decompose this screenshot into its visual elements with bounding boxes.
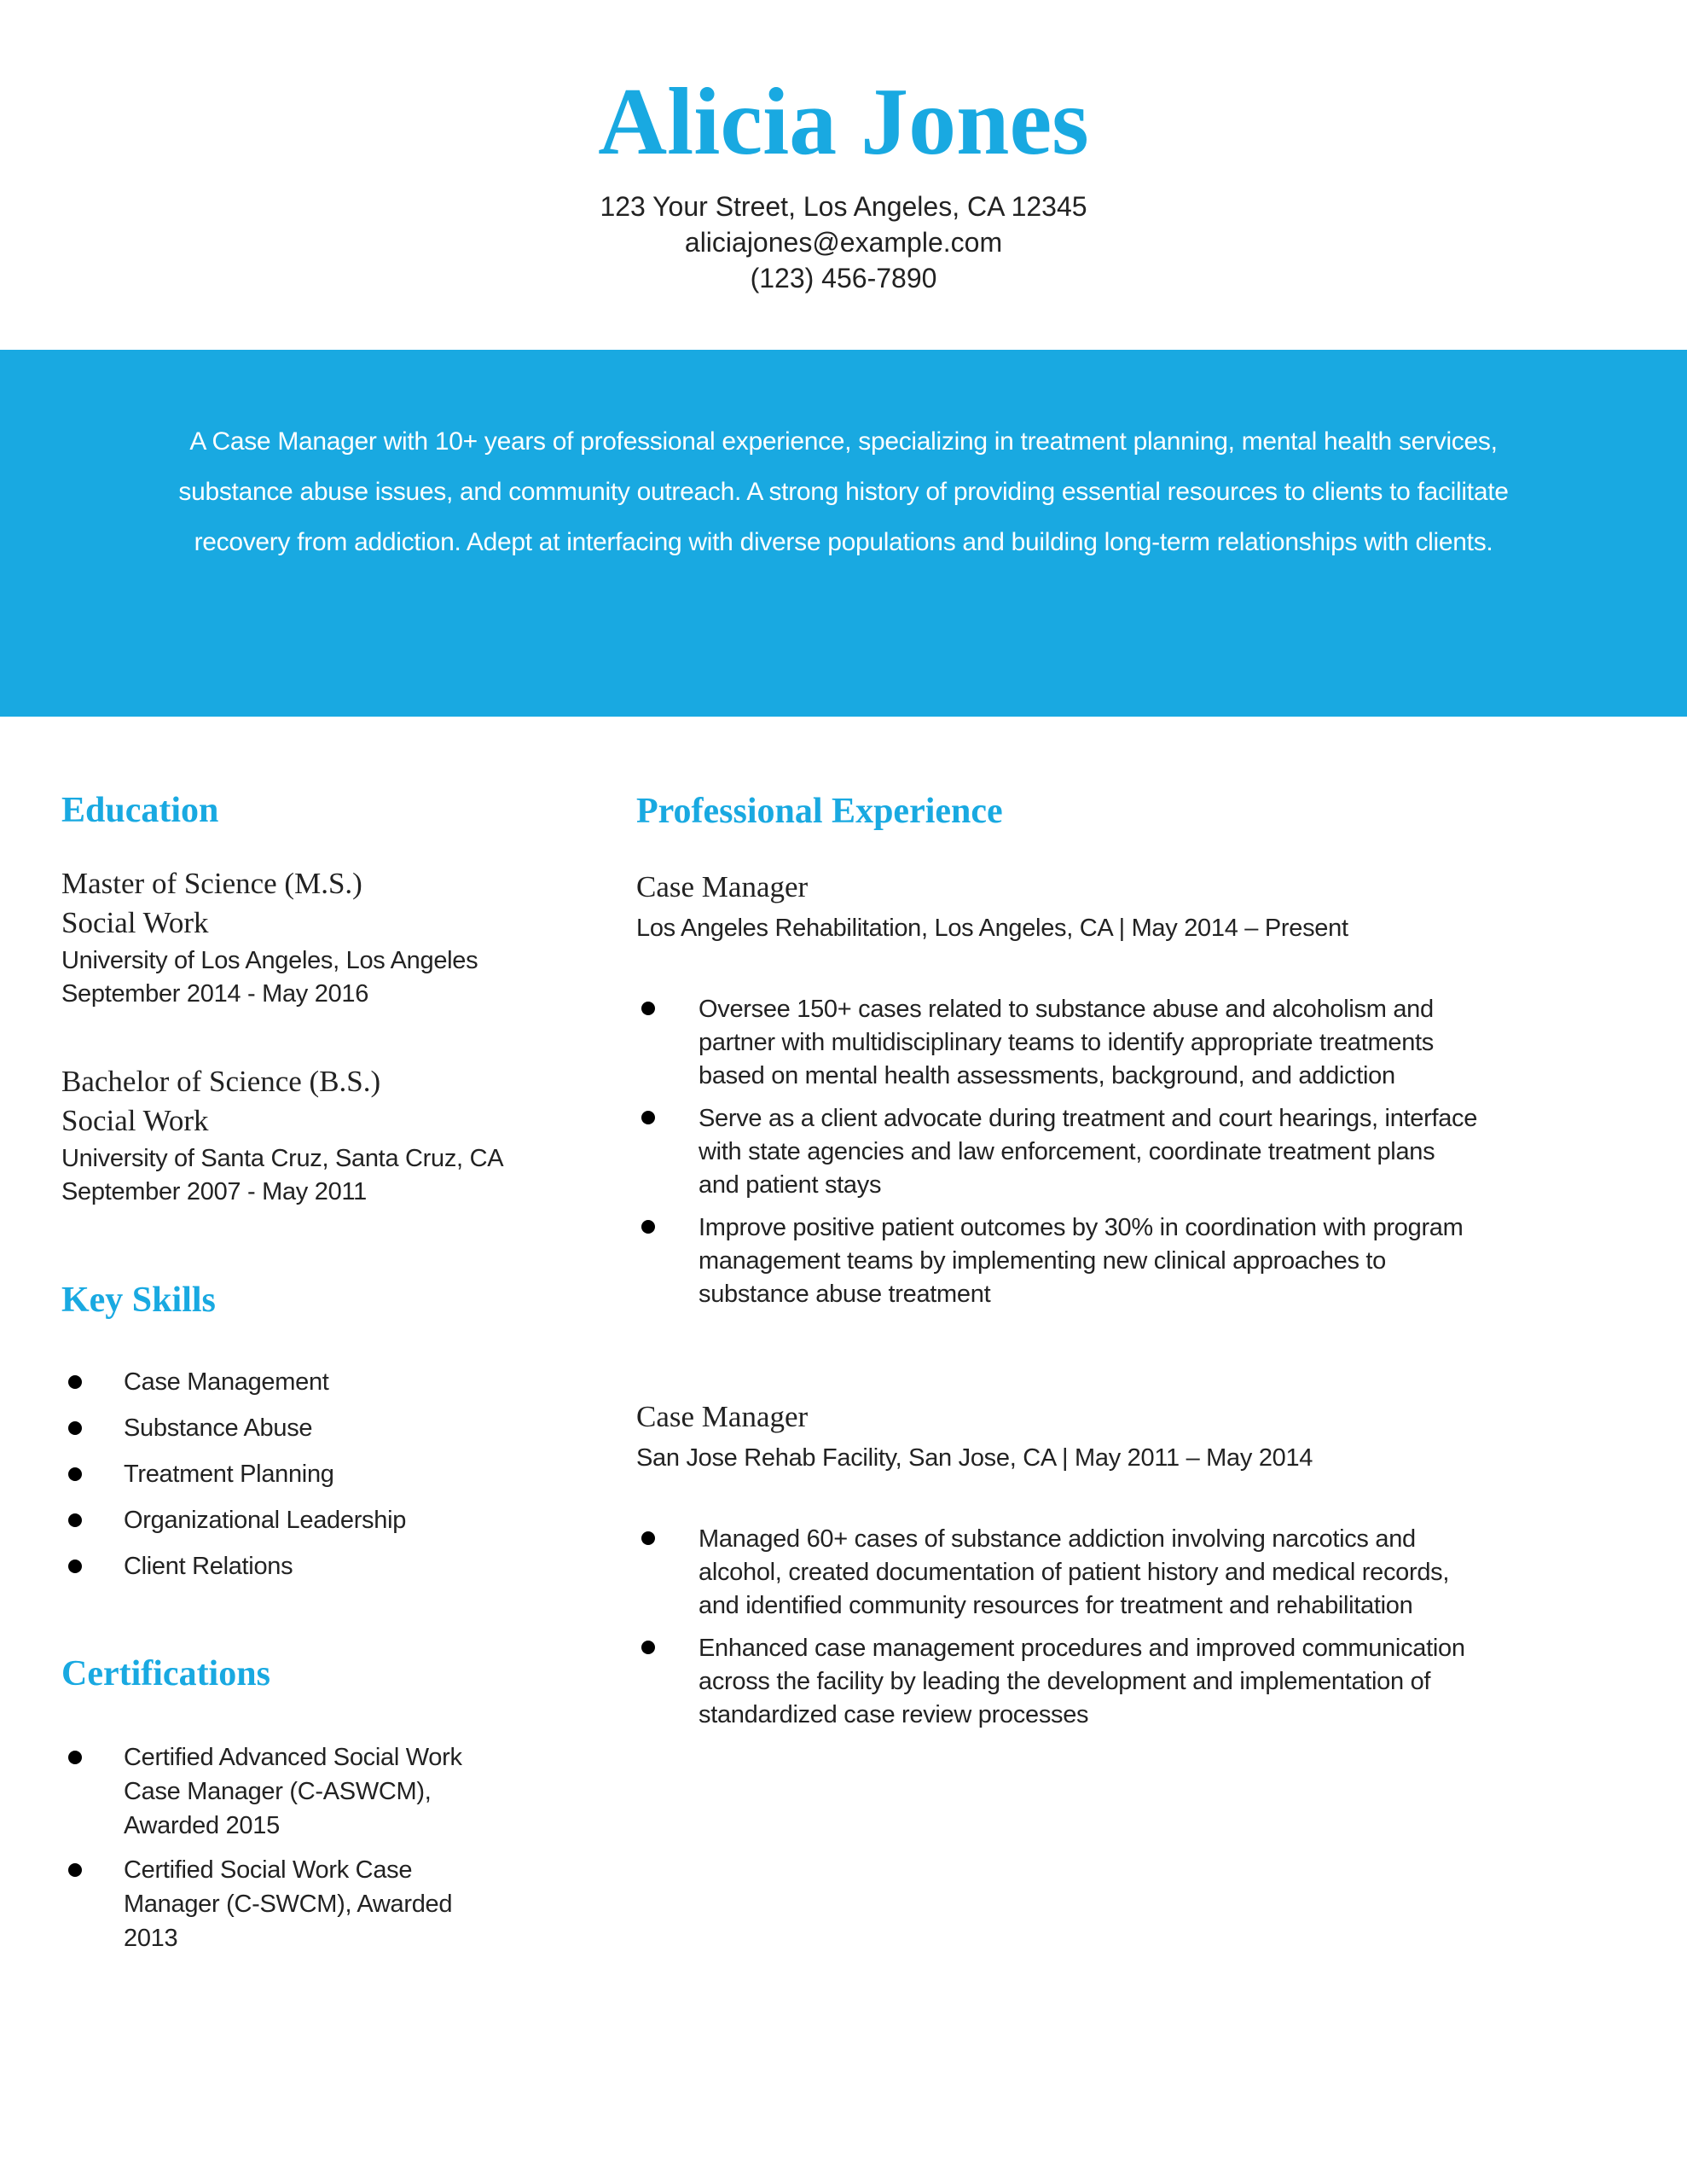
certifications-heading: Certifications <box>61 1654 270 1693</box>
school: University of Santa Cruz, Santa Cruz, CA <box>61 1145 504 1172</box>
email: aliciajones@example.com <box>684 227 1003 258</box>
bullet-icon <box>68 1751 82 1764</box>
skill-label: Case Management <box>124 1368 329 1396</box>
dates: September 2014 - May 2016 <box>61 980 369 1008</box>
field: Social Work <box>61 906 209 939</box>
job-bullet <box>636 1523 1481 1623</box>
education-heading: Education <box>61 791 219 830</box>
candidate-name: Alicia Jones <box>598 69 1089 175</box>
skill-label: Organizational Leadership <box>124 1507 407 1534</box>
skill-label: Treatment Planning <box>124 1461 334 1488</box>
job-entry <box>636 868 1489 1311</box>
skill-item <box>61 1412 539 1458</box>
job-title: Case Manager <box>636 1400 809 1433</box>
education-entry <box>61 1062 539 1209</box>
bullet-icon <box>68 1513 82 1527</box>
bullet-icon <box>641 1111 655 1124</box>
skill-item <box>61 1504 539 1550</box>
job-bullets <box>636 1523 1481 1732</box>
skill-item <box>61 1550 539 1596</box>
certification-item <box>61 1853 462 1955</box>
job-meta: Los Angeles Rehabilitation, Los Angeles, CA | May 2014 – Present <box>636 915 1348 942</box>
job-meta: San Jose Rehab Facility, San Jose, CA | May 2011 – May 2014 <box>636 1444 1313 1472</box>
experience-heading: Professional Experience <box>636 792 1003 831</box>
certification-label: Certified Advanced Social Work Case Manager (C-ASWCM), Awarded 2015 <box>124 1744 462 1839</box>
job-bullet <box>636 1632 1481 1732</box>
bullet-icon <box>68 1560 82 1573</box>
job-bullet <box>636 1102 1481 1202</box>
degree: Master of Science (M.S.) <box>61 867 362 900</box>
job-entry <box>636 1397 1489 1732</box>
job-bullets <box>636 993 1481 1311</box>
skill-label: Client Relations <box>124 1553 293 1580</box>
job-bullet <box>636 993 1481 1093</box>
education-entry <box>61 864 539 1011</box>
degree: Bachelor of Science (B.S.) <box>61 1065 381 1098</box>
skill-item <box>61 1458 539 1504</box>
certifications-list <box>61 1740 462 1955</box>
skill-label: Substance Abuse <box>124 1414 313 1442</box>
bullet-icon <box>68 1467 82 1481</box>
dates: September 2007 - May 2011 <box>61 1178 367 1205</box>
school: University of Los Angeles, Los Angeles <box>61 947 478 974</box>
job-bullet-text: Oversee 150+ cases related to substance abuse and alcoholism and partner with multidisciplinary teams to identify appropriate treatments based on mental health assessments, background, and addiction <box>699 996 1434 1089</box>
bullet-icon <box>68 1375 82 1389</box>
bullet-icon <box>641 1641 655 1654</box>
bullet-icon <box>68 1421 82 1435</box>
certification-label: Certified Social Work Case Manager (C-SWCM), Awarded 2013 <box>124 1856 453 1952</box>
job-title: Case Manager <box>636 870 809 903</box>
skill-item <box>61 1366 539 1412</box>
bullet-icon <box>641 1220 655 1234</box>
job-bullet-text: Improve positive patient outcomes by 30% in coordination with program management teams by implementing new clinical approaches to substance abuse treatment <box>699 1214 1464 1308</box>
bullet-icon <box>641 1002 655 1015</box>
certification-item <box>61 1740 462 1843</box>
skills-list <box>61 1366 539 1596</box>
bullet-icon <box>68 1863 82 1877</box>
job-bullet-text: Serve as a client advocate during treatment and court hearings, interface with state agencies and law enforcement, coordinate treatment plans and patient stays <box>699 1105 1478 1199</box>
job-bullet-text: Managed 60+ cases of substance addiction involving narcotics and alcohol, created documentation of patient history and medical records, and identified community resources for treatment and rehabilitation <box>699 1525 1450 1619</box>
job-bullet-text: Enhanced case management procedures and improved communication across the facility by leading the development and implementation of standardized case review processes <box>699 1635 1465 1728</box>
address: 123 Your Street, Los Angeles, CA 12345 <box>600 191 1087 222</box>
field: Social Work <box>61 1104 209 1137</box>
summary-text: A Case Manager with 10+ years of professional experience, specializing in treatment planning, mental health services, substance abuse issues, and community outreach. A strong history of providing essential resources to clients to facilitate recovery from addiction. Adept at interfacing with diverse populations and building long-term relationships with clients. <box>178 427 1509 556</box>
skills-heading: Key Skills <box>61 1281 216 1320</box>
bullet-icon <box>641 1531 655 1545</box>
phone: (123) 456-7890 <box>750 263 937 293</box>
job-bullet <box>636 1211 1481 1311</box>
